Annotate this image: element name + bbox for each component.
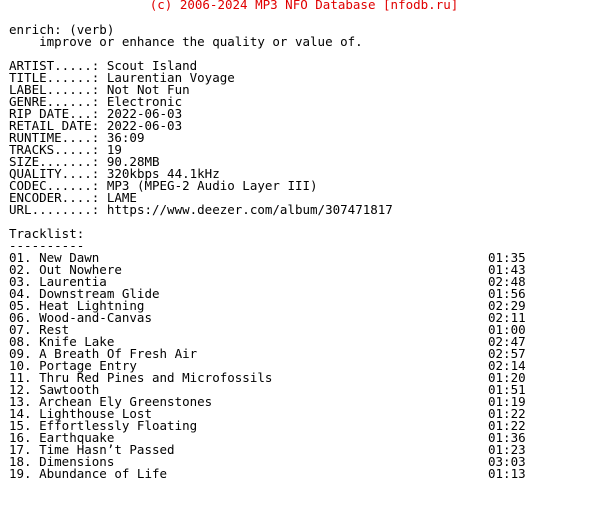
track-duration: 03:03 (488, 454, 526, 469)
track-title: 17. Time Hasn’t Passed (9, 442, 175, 457)
track-duration: 01:22 (488, 418, 526, 433)
track-title: 13. Archean Ely Greenstones (9, 394, 213, 409)
info-key: ARTIST.....: (9, 58, 100, 73)
track-title: 05. Heat Lightning (9, 298, 145, 313)
track-title: 03. Laurentia (9, 274, 107, 289)
track-title: 11. Thru Red Pines and Microfossils (9, 370, 273, 385)
track-duration: 01:36 (488, 430, 526, 445)
tracklist-rule: ---------- (9, 238, 85, 253)
info-key: SIZE.......: (9, 154, 100, 169)
info-value: Laurentian Voyage (106, 70, 235, 85)
track-title: 14. Lighthouse Lost (9, 406, 152, 421)
info-row (9, 204, 393, 216)
track-duration: 01:19 (488, 394, 526, 409)
track-duration: 01:22 (488, 406, 526, 421)
track-title: 12. Sawtooth (9, 382, 100, 397)
track-duration: 01:20 (488, 370, 526, 385)
nfo-database-header: (c) 2006-2024 MP3 NFO Database [nfodb.ru] (149, 0, 459, 12)
info-value: https://www.deezer.com/album/307471817 (106, 202, 393, 217)
track-duration: 01:56 (488, 286, 526, 301)
definition-meaning: improve or enhance the quality or value of. (9, 34, 363, 49)
track-duration: 01:43 (488, 262, 526, 277)
track-title: 04. Downstream Glide (9, 286, 160, 301)
info-key: TRACKS.....: (9, 142, 100, 157)
info-key: CODEC......: (9, 178, 100, 193)
track-title: 07. Rest (9, 322, 70, 337)
info-value: 90.28MB (106, 154, 160, 169)
info-value: 19 (106, 142, 122, 157)
track-duration: 02:57 (488, 346, 526, 361)
track-duration: 02:14 (488, 358, 526, 373)
info-key: RETAIL DATE: (9, 118, 100, 133)
track-duration: 02:29 (488, 298, 526, 313)
info-key: ENCODER....: (9, 190, 100, 205)
info-key: URL........: (9, 202, 100, 217)
info-key: RUNTIME....: (9, 130, 100, 145)
info-key: RIP DATE...: (9, 106, 100, 121)
track-duration: 02:47 (488, 334, 526, 349)
info-key: LABEL......: (9, 82, 100, 97)
info-key: GENRE......: (9, 94, 100, 109)
track-title: 18. Dimensions (9, 454, 115, 469)
info-value: 2022-06-03 (106, 118, 183, 133)
info-value: 36:09 (106, 130, 145, 145)
info-value: LAME (106, 190, 137, 205)
track-duration: 01:35 (488, 250, 526, 265)
track-title: 06. Wood-and-Canvas (9, 310, 152, 325)
info-key: TITLE......: (9, 70, 100, 85)
info-value: Not Not Fun (106, 82, 190, 97)
track-title: 15. Effortlessly Floating (9, 418, 198, 433)
definition-word: enrich: (verb) (9, 22, 115, 37)
info-value: 320kbps 44.1kHz (106, 166, 220, 181)
track-duration: 02:11 (488, 310, 526, 325)
track-duration: 01:23 (488, 442, 526, 457)
track-duration: 01:51 (488, 382, 526, 397)
track-title: 01. New Dawn (9, 250, 100, 265)
track-duration: 01:00 (488, 322, 526, 337)
track-title: 16. Earthquake (9, 430, 115, 445)
track-title: 02. Out Nowhere (9, 262, 122, 277)
info-value: MP3 (MPEG-2 Audio Layer III) (106, 178, 318, 193)
track-title: 09. A Breath Of Fresh Air (9, 346, 198, 361)
info-key: QUALITY....: (9, 166, 100, 181)
info-value: Electronic (106, 94, 183, 109)
tracklist-heading: Tracklist: (9, 226, 85, 241)
track-duration: 01:13 (488, 466, 526, 481)
track-title: 10. Portage Entry (9, 358, 137, 373)
info-value: Scout Island (106, 58, 198, 73)
info-value: 2022-06-03 (106, 106, 183, 121)
track-title: 08. Knife Lake (9, 334, 115, 349)
track-title: 19. Abundance of Life (9, 466, 168, 481)
track-duration: 02:48 (488, 274, 526, 289)
